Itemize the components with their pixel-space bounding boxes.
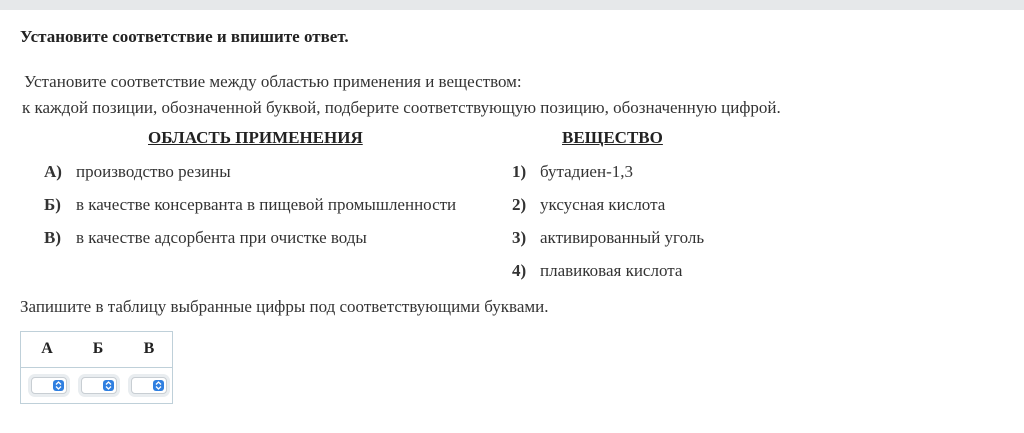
right-item-text: уксусная кислота bbox=[540, 195, 666, 214]
answer-select-b[interactable] bbox=[81, 377, 117, 394]
select-arrows-icon bbox=[103, 380, 114, 391]
right-item-text: бутадиен-1,3 bbox=[540, 162, 633, 181]
answer-header-v: В bbox=[143, 340, 155, 357]
answer-header-a: А bbox=[41, 340, 53, 357]
answer-select-a[interactable] bbox=[31, 377, 67, 394]
left-item-v bbox=[44, 228, 367, 248]
right-item-2 bbox=[512, 195, 665, 215]
task-header: Установите соответствие и впишите ответ. bbox=[20, 27, 349, 46]
answer-instruction: Запишите в таблицу выбранные цифры под соответствующими буквами. bbox=[20, 297, 549, 316]
select-arrows-icon bbox=[53, 380, 64, 391]
intro-line-1: Установите соответствие между областью применения и веществом: bbox=[24, 72, 522, 91]
top-bar bbox=[0, 0, 1024, 10]
answer-table-header bbox=[21, 332, 172, 368]
column-header-substance: ВЕЩЕСТВО bbox=[562, 128, 663, 147]
left-item-b bbox=[44, 195, 456, 215]
left-item-a bbox=[44, 162, 231, 182]
select-arrows-icon bbox=[153, 380, 164, 391]
left-item-text: в качестве адсорбента при очистке воды bbox=[76, 228, 367, 247]
right-item-number: 4) bbox=[512, 261, 527, 280]
right-item-4 bbox=[512, 261, 682, 281]
answer-header-b: Б bbox=[92, 340, 104, 357]
intro-line-2: к каждой позиции, обозначенной буквой, подберите соответствующую позицию, обозначенную цифрой. bbox=[22, 98, 781, 117]
answer-select-v[interactable] bbox=[131, 377, 167, 394]
right-item-number: 3) bbox=[512, 228, 527, 247]
answer-table bbox=[20, 331, 173, 404]
right-item-1 bbox=[512, 162, 633, 182]
right-item-text: активированный уголь bbox=[540, 228, 705, 247]
right-item-text: плавиковая кислота bbox=[540, 261, 683, 280]
left-item-letter: Б) bbox=[44, 195, 61, 214]
right-item-number: 2) bbox=[512, 195, 527, 214]
left-item-text: производство резины bbox=[76, 162, 231, 181]
left-item-text: в качестве консерванта в пищевой промышленности bbox=[76, 195, 457, 214]
task-intro bbox=[24, 69, 781, 121]
left-item-letter: В) bbox=[44, 228, 61, 247]
right-item-3 bbox=[512, 228, 704, 248]
left-item-letter: А) bbox=[44, 162, 62, 181]
right-item-number: 1) bbox=[512, 162, 527, 181]
column-header-application: ОБЛАСТЬ ПРИМЕНЕНИЯ bbox=[148, 128, 363, 147]
